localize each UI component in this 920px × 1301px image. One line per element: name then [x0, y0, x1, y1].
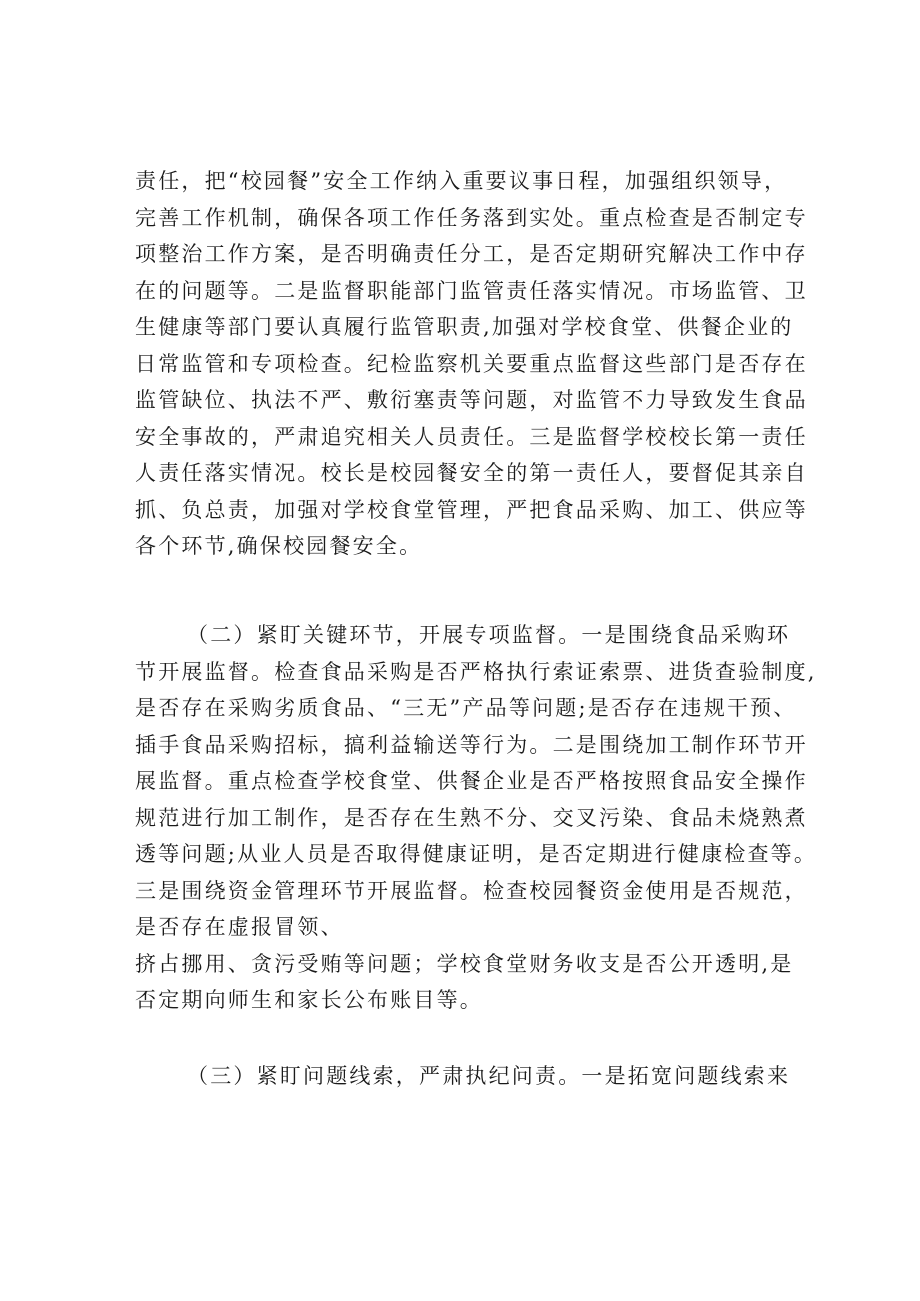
text-line: 是否存在采购劣质食品、“三无”产品等问题;是否存在违规干预、 — [135, 696, 797, 720]
text-line: 日常监管和专项检查。纪检监察机关要重点监督这些部门是否存在 — [135, 351, 808, 376]
text-line: 在的问题等。二是监督职能部门监管责任落实情况。市场监管、卫 — [135, 278, 808, 303]
paragraph-3 — [135, 1058, 805, 1095]
text-line: 完善工作机制，确保各项工作任务落到实处。重点检查是否制定专 — [135, 205, 808, 230]
text-line: 节开展监督。检查食品采购是否严格执行索证索票、进货查验制度, — [135, 659, 817, 684]
text-line: 监管缺位、执法不严、敷衍塞责等问题，对监管不力导致发生食品 — [135, 388, 808, 412]
text-line: 透等问题;从业人员是否取得健康证明，是否定期进行健康检查等。 — [135, 842, 818, 866]
text-line: 项整治工作方案，是否明确责任分工，是否定期研究解决工作中存 — [135, 242, 808, 266]
text-line: 三是围绕资金管理环节开展监督。检查校园餐资金使用是否规范， — [135, 878, 808, 903]
text-line: 挤占挪用、贪污受贿等问题；学校食堂财务收支是否公开透明,是 — [135, 951, 794, 976]
text-line: 生健康等部门要认真履行监管职责,加强对学校食堂、供餐企业的 — [135, 315, 794, 339]
text-line: （三）紧盯问题线索，严肃执纪问责。一是拓宽问题线索来 — [187, 1064, 791, 1088]
text-line: （二）紧盯关键环节，开展专项监督。一是围绕食品采购环 — [187, 623, 791, 647]
text-line: 是否存在虚报冒领、 — [135, 915, 344, 939]
text-line: 责任，把“校园餐”安全工作纳入重要议事日程，加强组织领导， — [135, 169, 788, 193]
text-line: 安全事故的，严肃追究相关人员责任。三是监督学校校长第一责任 — [135, 424, 808, 449]
text-line: 人责任落实情况。校长是校园餐安全的第一责任人，要督促其亲自 — [135, 461, 808, 485]
text-line: 各个环节,确保校园餐安全。 — [135, 534, 423, 558]
paragraph-2 — [135, 617, 818, 1019]
paragraph-1 — [135, 163, 808, 565]
text-line: 否定期向师生和家长公布账目等。 — [135, 988, 483, 1012]
text-line: 插手食品采购招标，搞利益输送等行为。二是围绕加工制作环节开 — [135, 732, 808, 757]
text-line: 规范进行加工制作，是否存在生熟不分、交叉污染、食品未烧熟煮 — [135, 805, 808, 830]
text-line: 展监督。重点检查学校食堂、供餐企业是否严格按照食品安全操作 — [135, 769, 808, 793]
text-line: 抓、负总责，加强对学校食堂管理，严把食品采购、加工、供应等 — [135, 497, 808, 522]
